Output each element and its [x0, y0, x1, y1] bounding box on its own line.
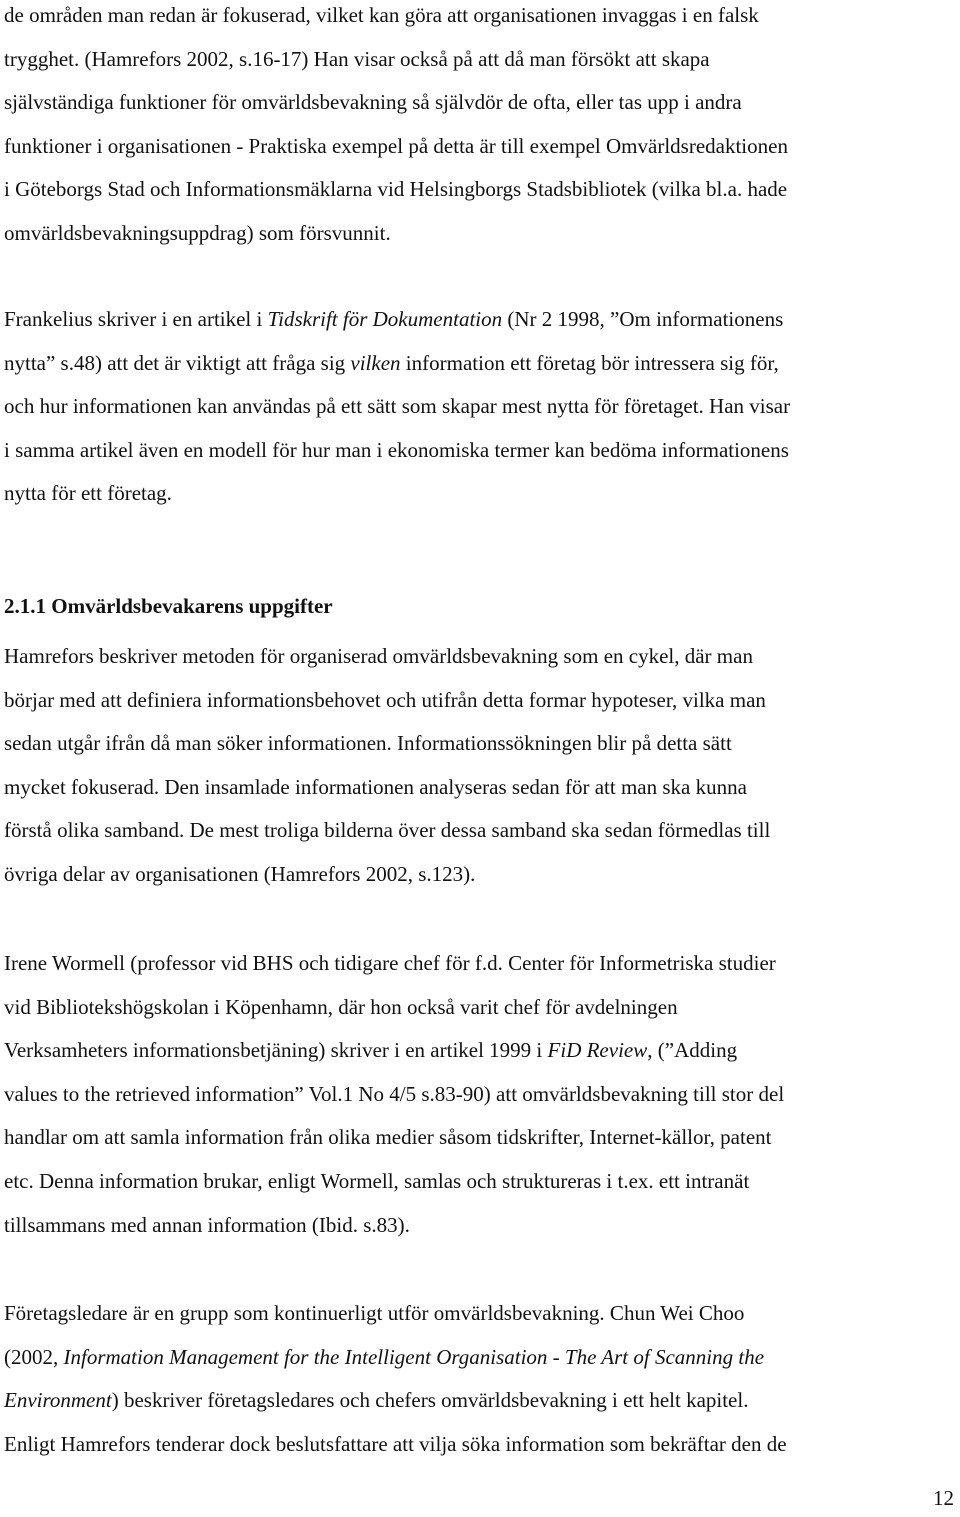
text-line: förstå olika samband. De mest troliga bilderna över dessa samband ska sedan förmedlas till — [4, 818, 771, 843]
text-line — [4, 1029, 784, 1073]
paragraph-5 — [4, 1292, 787, 1466]
text-line — [4, 942, 784, 986]
text-line — [4, 1204, 784, 1248]
text-line — [4, 1336, 787, 1380]
text-line — [4, 472, 790, 516]
text-line: Hamrefors beskriver metoden för organiserad omvärldsbevakning som en cykel, där man — [4, 644, 753, 668]
text-run: Enligt Hamrefors tenderar dock beslutsfattare att vilja söka information som bekräftar den de — [4, 1431, 787, 1456]
text-run: i samma artikel även en modell för hur man i ekonomiska termer kan bedöma informationens — [4, 437, 789, 462]
text-line: funktioner i organisationen - Praktiska exempel på detta är till exempel Omvärldsredaktionen — [4, 133, 788, 158]
text-run: tillsammans med annan information (Ibid. s.83). — [4, 1212, 410, 1237]
text-line — [4, 1116, 784, 1160]
text-run: och hur informationen kan användas på ett sätt som skapar mest nytta för företaget. Han visar — [4, 394, 791, 419]
text-line — [4, 342, 790, 386]
text-line — [4, 1292, 787, 1336]
text-line: de områden man redan är fokuserad, vilket kan göra att organisationen invaggas i en falsk — [4, 3, 759, 27]
text-run: Företagsledare är en grupp som kontinuerligt utför omvärldsbevakning. Chun Wei Choo — [4, 1301, 745, 1325]
text-line: självständiga funktioner för omvärldsbevakning så självdör de ofta, eller tas upp i andra — [4, 90, 742, 115]
text-run: nytta för ett företag. — [4, 481, 172, 506]
italic-title: FiD Review — [547, 1038, 648, 1063]
text-line — [4, 1423, 787, 1467]
text-line — [4, 986, 784, 1030]
text-line: börjar med att definiera informationsbehovet och utifrån detta formar hypoteser, vilka man — [4, 687, 766, 712]
text-run: handlar om att samla information från olika medier såsom tidskrifter, Internet-källor, patent — [4, 1125, 772, 1150]
text-run: vid Bibliotekshögskolan i Köpenhamn, där hon också varit chef för avdelningen — [4, 994, 678, 1019]
italic-title: vilken — [350, 350, 401, 375]
paragraph-1 — [4, 0, 788, 256]
text-line: övriga delar av organisationen (Hamrefors 2002, s.123). — [4, 861, 476, 886]
text-line: trygghet. (Hamrefors 2002, s.16-17) Han visar också på att då man försökt att skapa — [4, 46, 710, 71]
text-run: Frankelius skriver i en artikel i — [4, 307, 268, 331]
heading-text: 2.1.1 Omvärldsbevakarens uppgifter — [4, 594, 333, 618]
text-line — [4, 385, 790, 429]
paragraph-2 — [4, 298, 790, 516]
text-run: nytta” s.48) att det är viktigt att fråga sig — [4, 350, 351, 375]
text-line: omvärldsbevakningsuppdrag) som försvunnit. — [4, 220, 391, 245]
text-run: values to the retrieved information” Vol.1 No 4/5 s.83-90) att omvärldsbevakning till stor del — [4, 1081, 785, 1106]
text-line — [4, 1160, 784, 1204]
paragraph-3 — [4, 635, 770, 897]
text-run: ) beskriver företagsledares och chefers omvärldsbevakning i ett helt kapitel. — [111, 1388, 749, 1413]
text-line — [4, 1379, 787, 1423]
text-line: i Göteborgs Stad och Informationsmäklarna vid Helsingborgs Stadsbibliotek (vilka bl.a. hade — [4, 177, 788, 202]
text-run: etc. Denna information brukar, enligt Wormell, samlas och struktureras i t.ex. ett intranät — [4, 1168, 750, 1193]
text-run: , (”Adding — [647, 1038, 738, 1063]
text-line: sedan utgår ifrån då man söker informationen. Informationssökningen blir på detta sätt — [4, 731, 732, 756]
section-heading — [4, 585, 333, 629]
text-line — [4, 429, 790, 473]
italic-title: Tidskrift för Dokumentation — [267, 307, 503, 331]
text-line: mycket fokuserad. Den insamlade informationen analyseras sedan för att man ska kunna — [4, 774, 747, 799]
text-run: Irene Wormell (professor vid BHS och tidigare chef för f.d. Center för Informetriska studier — [4, 951, 776, 975]
text-run: (2002, — [4, 1344, 64, 1369]
page-number: 12 — [933, 1486, 954, 1510]
text-run: Verksamheters informationsbetjäning) skriver i en artikel 1999 i — [4, 1038, 548, 1063]
text-run: (Nr 2 1998, ”Om informationens — [502, 307, 784, 331]
text-run: information ett företag bör intressera sig för, — [400, 350, 779, 375]
italic-title: Environment — [4, 1388, 112, 1413]
text-line — [4, 1073, 784, 1117]
paragraph-4 — [4, 942, 784, 1247]
italic-title: Information Management for the Intelligent Organisation - The Art of Scanning the — [63, 1344, 765, 1369]
text-line — [4, 298, 790, 342]
